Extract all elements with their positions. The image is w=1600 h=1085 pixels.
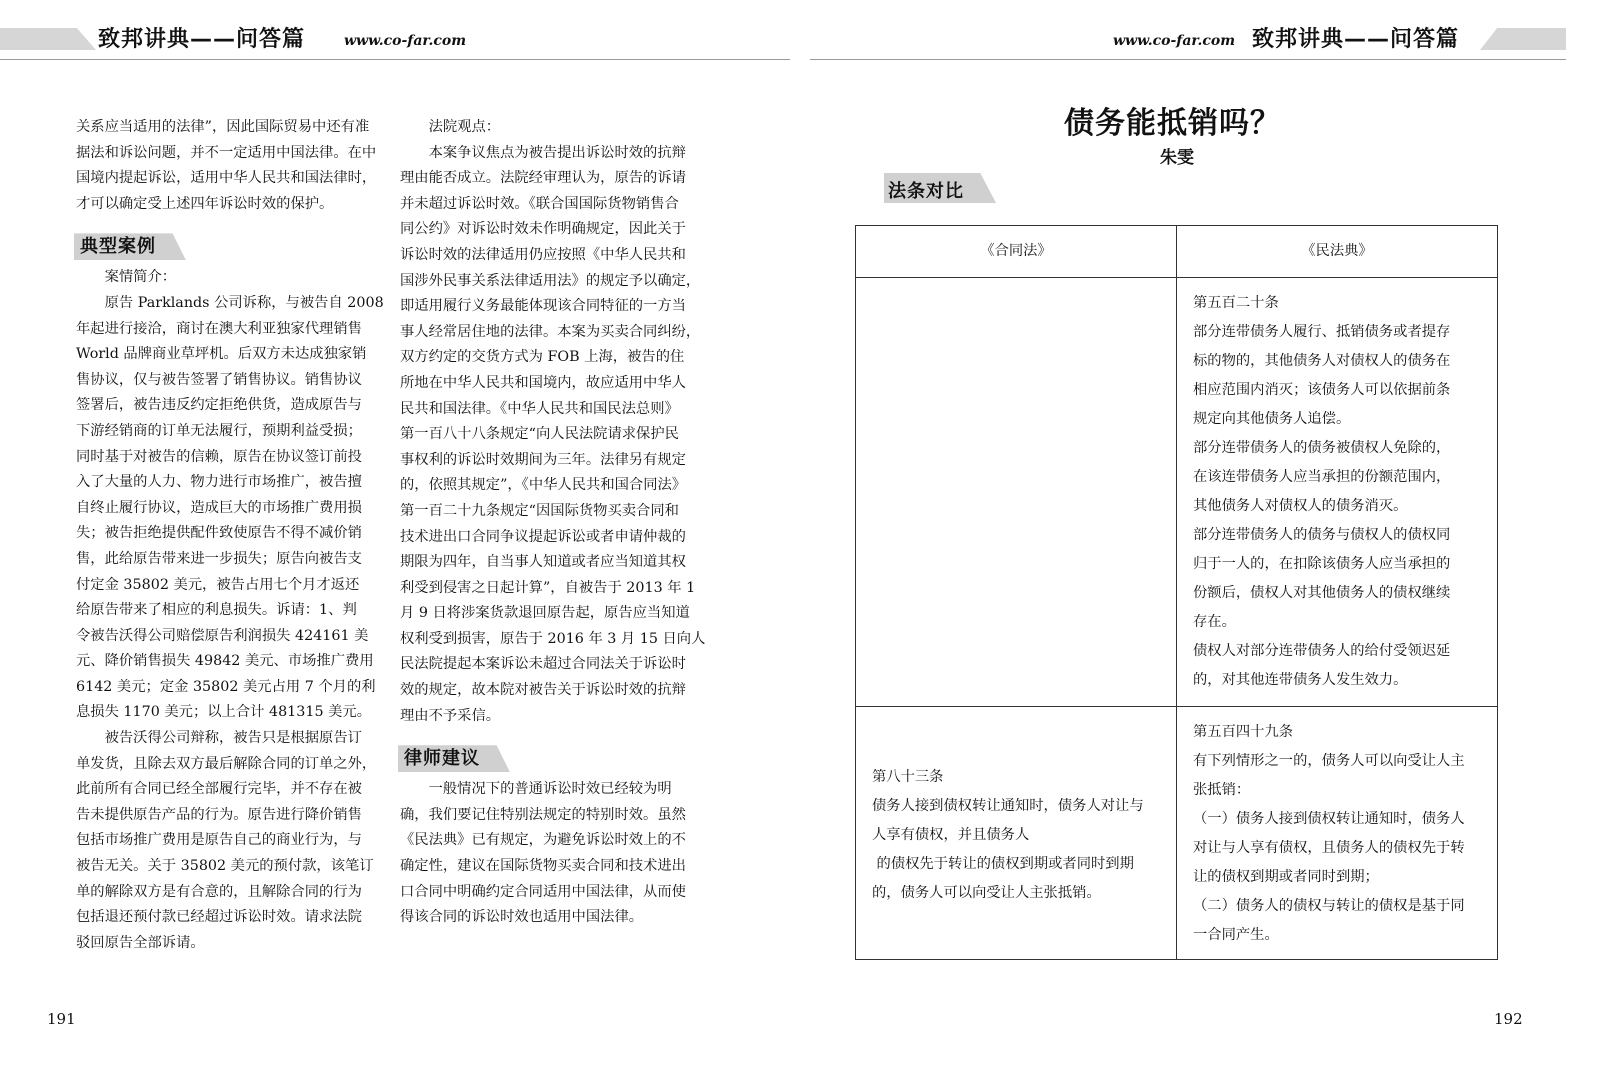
page-number-left: 191 — [47, 1010, 76, 1028]
table-cell-article-83 — [856, 707, 1177, 960]
cell-line: 相应范围内消灭；该债务人可以依据前条 — [1193, 382, 1451, 398]
cell-line: 对让与人享有债权，且债务人的债权先于转 — [1193, 840, 1465, 856]
cell-line: 人享有债权，并且债务人 — [872, 827, 1030, 843]
cell-line: 债务人接到债权转让通知时，债务人对让与 — [872, 798, 1144, 814]
table-cell-article-520 — [1177, 278, 1498, 707]
cell-line: 在该连带债务人应当承担的份额范围内， — [1193, 469, 1451, 485]
page-number-right: 192 — [1494, 1010, 1523, 1028]
text-line: 给原告带来了相应的利息损失。诉请：1、判 — [76, 602, 357, 619]
header-title-right: 致邦讲典——问答篇 — [1252, 27, 1460, 52]
text-line: 下游经销商的订单无法履行，预期利益受损； — [76, 422, 362, 439]
cell-line: 一合同产生。 — [1193, 927, 1279, 943]
cell-line: 第五百二十条 — [1193, 295, 1279, 311]
text-line: 并未超过诉讼时效。《联合国国际货物销售合 — [400, 195, 679, 212]
text-line: 本案争议焦点为被告提出诉讼时效的抗辩 — [428, 144, 686, 161]
text-line: 国涉外民事关系法律适用法》的规定予以确定， — [400, 272, 701, 289]
section-heading-text: 律师建议 — [404, 748, 480, 770]
header-rule-right — [810, 59, 1566, 60]
court-paragraph — [400, 141, 710, 730]
text-line: 即适用履行义务最能体现该合同特征的一方当 — [400, 298, 686, 315]
text-line: 第一百八十八条规定“向人民法院请求保护民 — [400, 426, 679, 443]
cell-line: 第五百四十九条 — [1193, 724, 1294, 740]
header-band-right — [1480, 28, 1566, 50]
table-header-civil-code: 《民法典》 — [1177, 226, 1498, 278]
text-line: 民共和国法律。《中华人民共和国民法总则》 — [400, 400, 679, 417]
text-line: 包括市场推广费用是原告自己的商业行为，与 — [76, 832, 362, 849]
header-site-right[interactable]: www.co-far.com — [1113, 33, 1236, 49]
text-line: 令被告沃得公司赔偿原告利润损失 424161 美 — [76, 627, 369, 644]
section-heading-law-comparison — [884, 173, 996, 203]
text-line: 单发货，且除去双方最后解除合同的订单之外， — [76, 755, 377, 772]
text-line: 民法院提起本案诉讼未超过合同法关于诉讼时 — [400, 656, 686, 673]
cell-line: 部分连带债务人的债务与债权人的债权同 — [1193, 527, 1451, 543]
cell-line: （一）债务人接到债权转让通知时，债务人 — [1193, 811, 1465, 827]
text-line: 的，依照其规定”，《中华人民共和国合同法》 — [400, 477, 687, 494]
text-line: 自终止履行协议，造成巨大的市场推广费用损 — [76, 499, 362, 516]
text-line: 所地在中华人民共和国境内，故应适用中华人 — [400, 374, 686, 391]
cell-line: 第八十三条 — [872, 769, 944, 785]
intro-paragraph — [76, 115, 384, 217]
article-author: 朱雯 — [1160, 148, 1194, 168]
text-line: 入了大量的人力、物力进行市场推广，被告擅 — [76, 474, 362, 491]
defendant-paragraph — [76, 726, 384, 956]
text-line: 售，此给原告带来进一步损失；原告向被告支 — [76, 550, 362, 567]
text-line: 被告无关。关于 35802 美元的预付款，该笔订 — [76, 858, 374, 875]
cell-line: 其他债务人对债权人的债务消灭。 — [1193, 498, 1408, 514]
text-line: 事权利的诉讼时效期间为三年。法律另有规定 — [400, 451, 686, 468]
text-line: 据法和诉讼问题，并不一定适用中国法律。在中 — [76, 144, 377, 161]
text-line: 关系应当适用的法律”，因此国际贸易中还有准 — [76, 119, 370, 135]
cell-line: 的债权先于转让的债权到期或者同时到期 — [872, 856, 1134, 872]
cell-line: 标的物的，其他债务人对债权人的债务在 — [1193, 353, 1451, 369]
text-line: 才可以确定受上述四年诉讼时效的保护。 — [76, 195, 334, 212]
text-line: 国境内提起诉讼，适用中华人民共和国法律时， — [76, 170, 377, 187]
text-line: 技术进出口合同争议提起诉讼或者申请仲裁的 — [400, 528, 686, 545]
cell-line: 让的债权到期或者同时到期； — [1193, 869, 1379, 885]
cell-line: 张抵销： — [1193, 782, 1251, 798]
table-header-contract-law: 《合同法》 — [856, 226, 1177, 278]
section-heading-text: 典型案例 — [80, 236, 156, 258]
cell-line: （二）债务人的债权与转让的债权是基于同 — [1193, 898, 1465, 914]
table-header-row — [856, 226, 1498, 278]
text-line: 第一百二十九条规定“因国际货物买卖合同和 — [400, 502, 679, 519]
law-comparison-table — [855, 225, 1498, 960]
cell-line: 的，对其他连带债务人发生效力。 — [1193, 672, 1408, 688]
text-line: 包括退还预付款已经超过诉讼时效。请求法院 — [76, 909, 362, 926]
section-heading-text: 法条对比 — [888, 181, 964, 202]
text-line: 月 9 日将涉案货款退回原告起，原告应当知道 — [400, 605, 690, 622]
text-line: 事人经常居住地的法律。本案为买卖合同纠纷， — [400, 323, 701, 340]
text-line: 一般情况下的普通诉讼时效已经较为明 — [428, 781, 672, 798]
text-line: 确，我们要记住特别法规定的特别时效。虽然 — [400, 806, 686, 823]
section-heading-typical-cases — [74, 231, 384, 263]
text-line: 诉讼时效的法律适用仍应按照《中华人民共和 — [400, 246, 686, 263]
text-line: 权利受到损害，原告于 2016 年 3 月 15 日向人 — [400, 630, 706, 647]
cell-line: 债权人对部分连带债务人的给付受领迟延 — [1193, 643, 1451, 659]
cell-line: 归于一人的，在扣除该债务人应当承担的 — [1193, 556, 1451, 572]
header-rule-left — [0, 59, 790, 60]
section-heading-lawyer-advice — [398, 743, 710, 775]
text-line: 同公约》对诉讼时效未作明确规定，因此关于 — [400, 221, 686, 238]
text-line: 付定金 35802 美元，被告占用七个月才返还 — [76, 576, 360, 593]
text-line: 理由不予采信。 — [400, 707, 501, 724]
text-line: 售协议，仅与被告签署了销售协议。销售协议 — [76, 371, 362, 388]
cell-line: 部分连带债务人履行、抵销债务或者提存 — [1193, 324, 1451, 340]
text-line: 口合同中明确约定合同适用中国法律，从而使 — [400, 883, 686, 900]
text-line: World 品牌商业草坪机。后双方未达成独家销 — [76, 346, 367, 363]
text-line: 理由能否成立。法院经审理认为，原告的诉请 — [400, 170, 686, 187]
advice-paragraph — [400, 777, 710, 931]
text-line: 期限为四年，自当事人知道或者应当知道其权 — [400, 554, 686, 571]
text-line: 告未提供原告产品的行为。原告进行降价销售 — [76, 806, 362, 823]
left-column-2 — [400, 115, 710, 931]
text-line: 驳回原告全部诉请。 — [76, 934, 205, 951]
court-label: 法院观点： — [428, 119, 501, 135]
table-row — [856, 278, 1498, 707]
text-line: 确定性，建议在国际货物买卖合同和技术进出 — [400, 858, 686, 875]
text-line: 此前所有合同已经全部履行完毕，并不存在被 — [76, 781, 362, 798]
text-line: 得该合同的诉讼时效也适用中国法律。 — [400, 909, 644, 926]
text-line: 《民法典》已有规定，为避免诉讼时效上的不 — [400, 832, 686, 849]
text-line: 年起进行接洽，商讨在澳大利亚独家代理销售 — [76, 320, 362, 337]
header-site-left[interactable]: www.co-far.com — [344, 33, 467, 49]
text-line: 息损失 1170 美元；以上合计 481315 美元。 — [76, 704, 371, 721]
text-line: 元、降价销售损失 49842 美元、市场推广费用 — [76, 653, 374, 670]
text-line: 效的规定，故本院对被告关于诉讼时效的抗辩 — [400, 682, 686, 699]
text-line: 同时基于对被告的信赖，原告在协议签订前投 — [76, 448, 362, 465]
text-line: 签署后，被告违反约定拒绝供货，造成原告与 — [76, 397, 362, 414]
text-line: 单的解除双方是有合意的，且解除合同的行为 — [76, 883, 362, 900]
text-line: 原告 Parklands 公司诉称，与被告自 2008 — [104, 294, 384, 311]
cell-line: 存在。 — [1193, 614, 1236, 630]
cell-line: 的，债务人可以向受让人主张抵销。 — [872, 885, 1101, 901]
cell-line: 有下列情形之一的，债务人可以向受让人主 — [1193, 753, 1465, 769]
table-cell-empty — [856, 278, 1177, 707]
cell-line: 部分连带债务人的债务被债权人免除的， — [1193, 440, 1451, 456]
cell-line: 规定向其他债务人追偿。 — [1193, 411, 1351, 427]
left-column-1 — [76, 115, 384, 956]
case-label: 案情简介： — [104, 269, 177, 286]
text-line: 双方约定的交货方式为 FOB 上海，被告的住 — [400, 349, 685, 366]
header-band-left — [0, 28, 96, 50]
text-line: 利受到侵害之日起计算”，自被告于 2013 年 1 — [400, 579, 696, 596]
table-row — [856, 707, 1498, 960]
header-title-left: 致邦讲典——问答篇 — [98, 27, 306, 52]
text-line: 失；被告拒绝提供配件致使原告不得不减价销 — [76, 525, 362, 542]
cell-line: 份额后，债权人对其他债务人的债权继续 — [1193, 585, 1451, 601]
plaintiff-paragraph — [76, 291, 384, 726]
table-cell-article-549 — [1177, 707, 1498, 960]
text-line: 6142 美元；定金 35802 美元占用 7 个月的利 — [76, 678, 376, 695]
article-title: 债务能抵销吗？ — [1064, 106, 1281, 141]
text-line: 被告沃得公司辩称，被告只是根据原告订 — [104, 730, 362, 747]
